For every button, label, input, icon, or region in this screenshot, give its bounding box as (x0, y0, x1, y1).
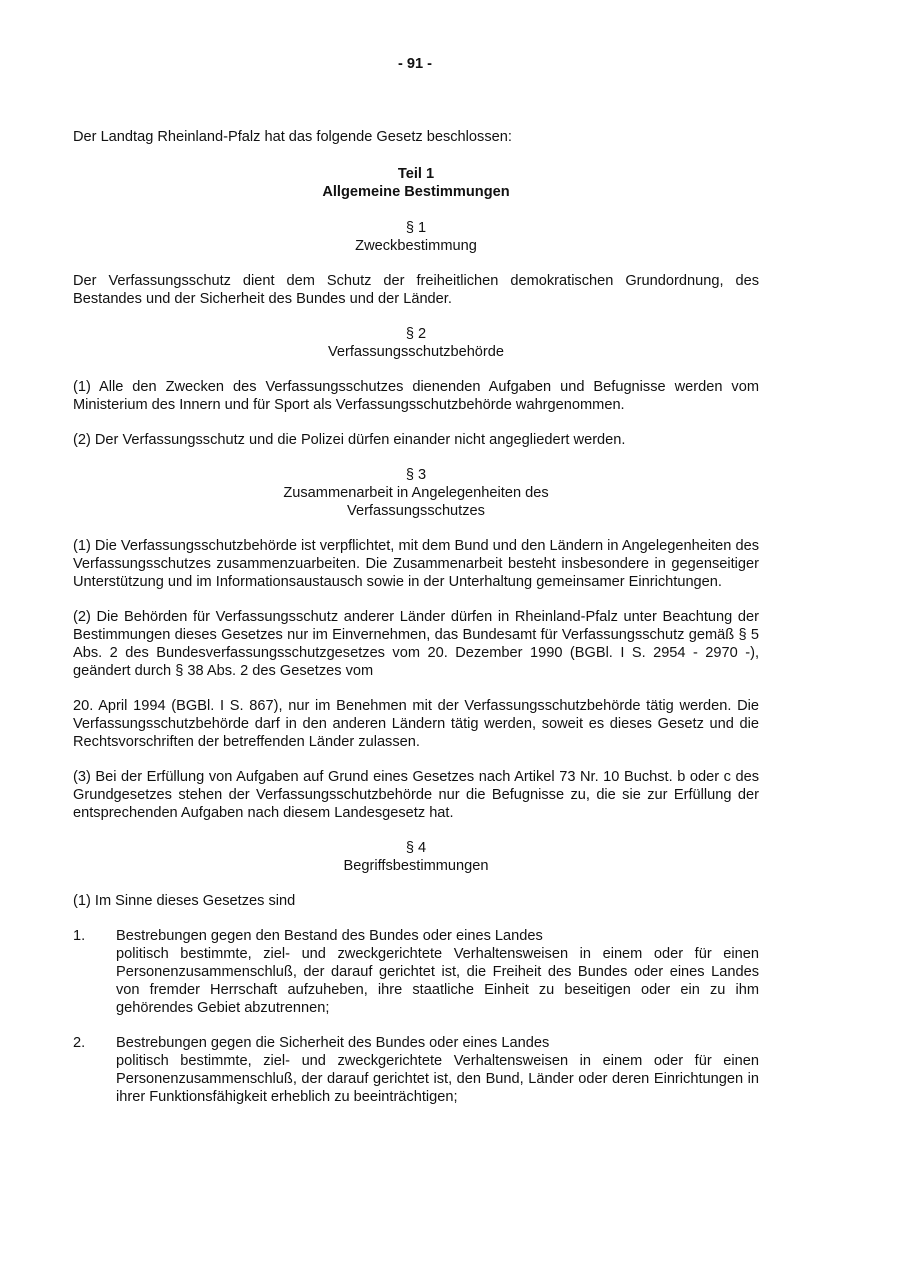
section-1-text: Der Verfassungsschutz dient dem Schutz der freiheitlichen demokratischen Grundordnung, des Bestandes und der Sicherheit des Bundes und der Länder. (73, 273, 759, 307)
section-2-number: § 2 (405, 326, 427, 342)
document-body (73, 128, 759, 1106)
section-4-title: Begriffsbestimmungen (343, 858, 489, 874)
section-1-number: § 1 (405, 220, 427, 236)
part-number: Teil 1 (397, 166, 435, 182)
section-1-title: Zweckbestimmung (355, 238, 477, 254)
section-3-heading (73, 466, 759, 520)
section-3-paragraph-2a: (2) Die Behörden für Verfassungsschutz anderer Länder dürfen in Rheinland-Pfalz unter Beachtung der Bestimmungen dieses Gesetzes nur im Einvernehmen, das Bundesamt für Verfassungsschutz gemäß § 5 Abs. 2 des Bundesverfassungsschutzgesetzes vom 20. Dezember 1990 (BGBl. I S. 2954 - 2970 -), geändert durch § 38 Abs. 2 des Gesetzes vom (73, 609, 759, 679)
section-2-title: Verfassungsschutzbehörde (327, 344, 505, 360)
list-item-number: 2. (73, 1035, 86, 1051)
list-item (73, 927, 759, 1017)
section-3-number: § 3 (405, 467, 427, 483)
section-3-paragraph-3: (3) Bei der Erfüllung von Aufgaben auf Grund eines Gesetzes nach Artikel 73 Nr. 10 Buchst. b oder c des Grundgesetzes stehen der Verfassungsschutzbehörde nur die Befugnisse zu, die sie zur Erfüllung der entsprechenden Aufgaben nach diesem Landesgesetz hat. (73, 769, 759, 821)
section-2-heading (73, 325, 759, 361)
list-item-heading: Bestrebungen gegen die Sicherheit des Bundes oder eines Landes (116, 1035, 550, 1051)
list-item-body (116, 927, 759, 1017)
list-item (73, 1034, 759, 1106)
section-1-heading (73, 219, 759, 255)
section-4-number: § 4 (405, 840, 427, 856)
intro-text: Der Landtag Rheinland-Pfalz hat das folgende Gesetz beschlossen: (73, 129, 512, 145)
section-4-heading (73, 839, 759, 875)
section-3-title-line-2: Verfassungsschutzes (347, 503, 485, 519)
list-item-number: 1. (73, 928, 86, 944)
section-2-paragraph-1: (1) Alle den Zwecken des Verfassungsschutzes dienenden Aufgaben und Befugnisse werden vom Ministerium des Innern und für Sport als Verfassungsschutzbehörde wahrgenommen. (73, 379, 759, 413)
part-title: Allgemeine Bestimmungen (322, 184, 510, 200)
page-number: - 91 - (397, 56, 433, 72)
section-3-paragraph-1: (1) Die Verfassungsschutzbehörde ist verpflichtet, mit dem Bund und den Ländern in Angelegenheiten des Verfassungsschutzes zusammenzuarbeiten. Die Zusammenarbeit besteht insbesondere in gegenseitiger Unterstützung und im Informationsaustausch sowie in der Unterhaltung gemeinsamer Einrichtungen. (73, 538, 759, 590)
list-item-text: politisch bestimmte, ziel- und zweckgerichtete Verhaltensweisen in einem oder für einen Personenzusammenschluß, der darauf gerichtet ist, die Freiheit des Bundes oder eines Landes von fremder Herrschaft aufzuheben, ihre staatliche Einheit zu beseitigen oder ein zu ihm gehörendes Gebiet abzutrennen; (116, 946, 759, 1016)
list-item-text: politisch bestimmte, ziel- und zweckgerichtete Verhaltensweisen in einem oder für einen Personenzusammenschluß, der darauf gerichtet ist, den Bund, Länder oder deren Einrichtungen in ihrer Funktionsfähigkeit erheblich zu beeinträchtigen; (116, 1053, 759, 1105)
section-4-paragraph-1: (1) Im Sinne dieses Gesetzes sind (73, 893, 296, 909)
section-2-paragraph-2: (2) Der Verfassungsschutz und die Polizei dürfen einander nicht angegliedert werden. (73, 432, 626, 448)
list-item-body (116, 1034, 759, 1106)
part-heading (73, 165, 759, 201)
section-3-paragraph-2b: 20. April 1994 (BGBl. I S. 867), nur im Benehmen mit der Verfassungsschutzbehörde tätig werden. Die Verfassungsschutzbehörde darf in den anderen Ländern tätig werden, soweit es dieses Gesetz und die Rechtsvorschriften der betreffenden Länder zulassen. (73, 698, 759, 750)
section-3-title-line-1: Zusammenarbeit in Angelegenheiten des (283, 485, 549, 501)
list-item-heading: Bestrebungen gegen den Bestand des Bundes oder eines Landes (116, 928, 543, 944)
